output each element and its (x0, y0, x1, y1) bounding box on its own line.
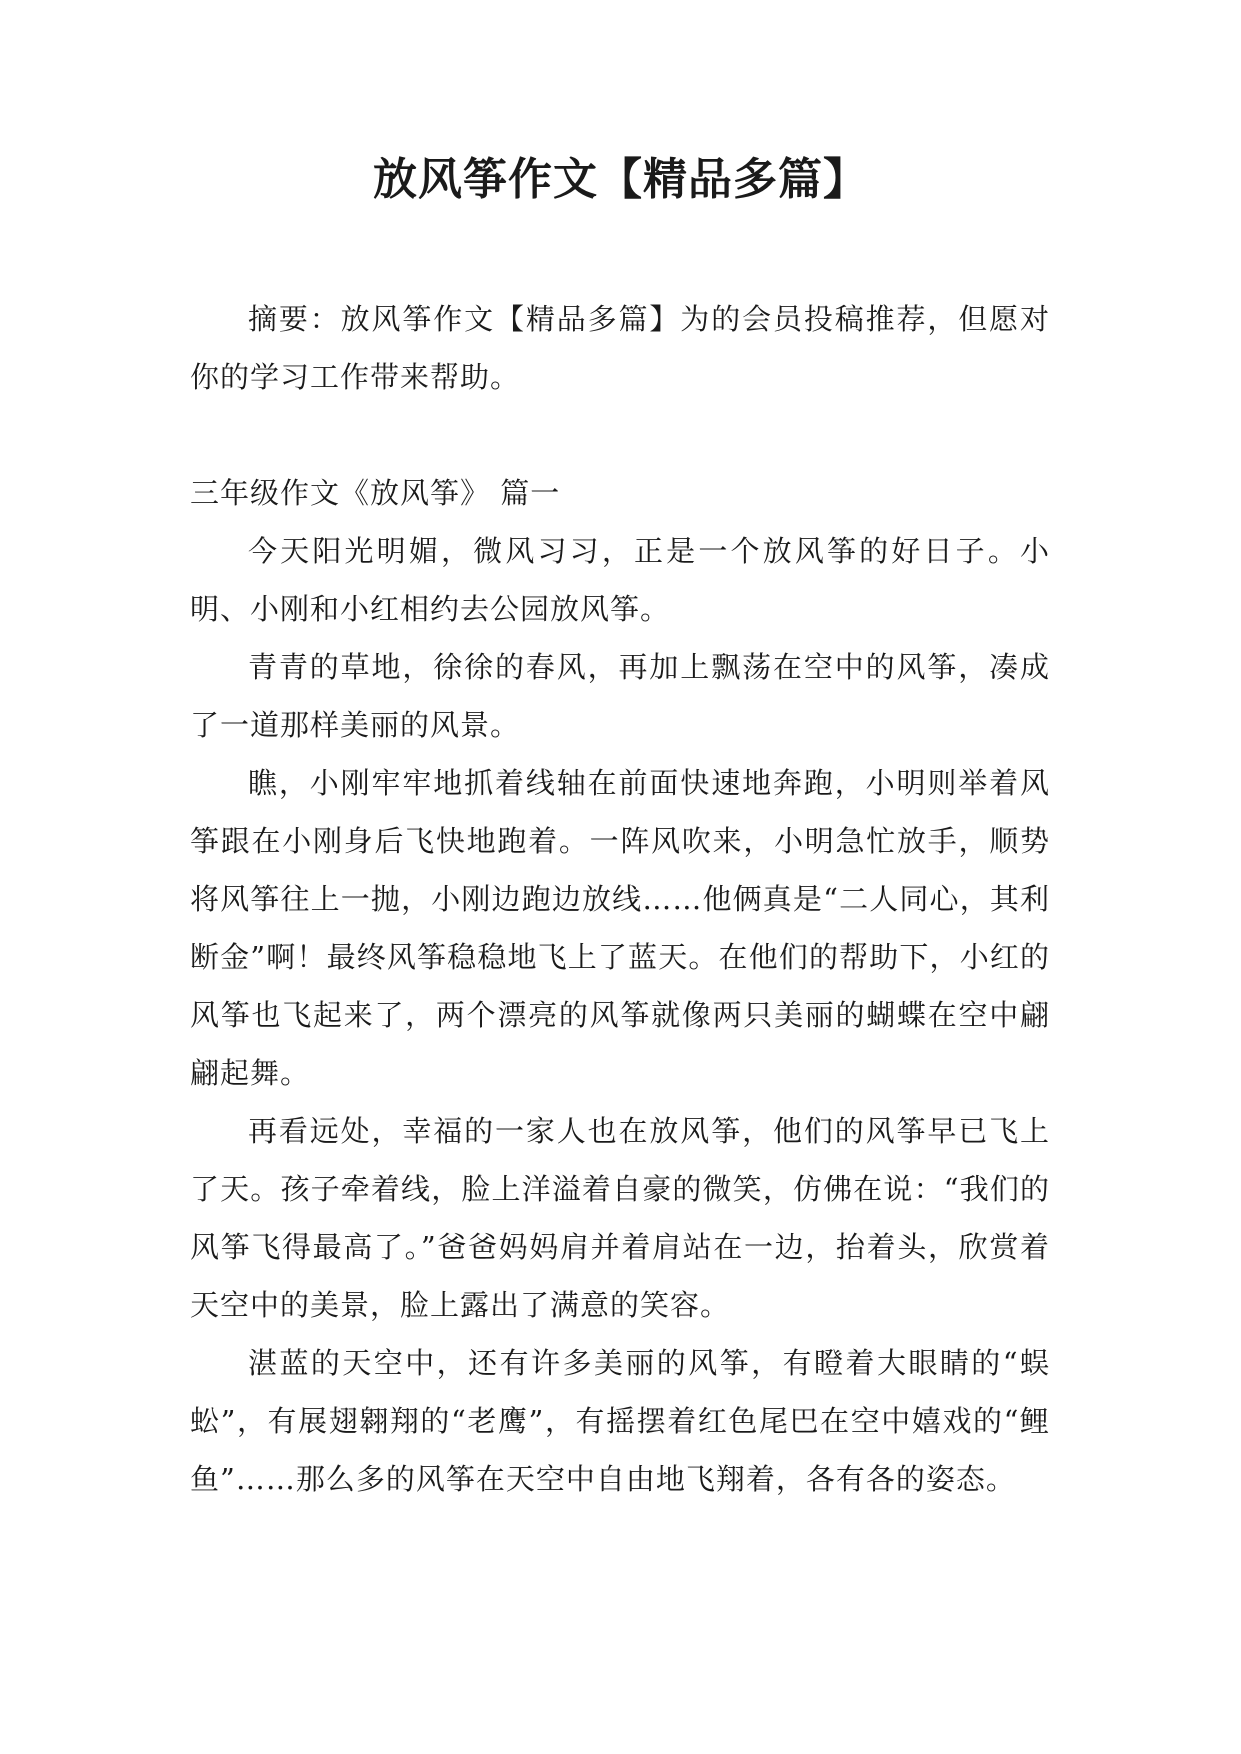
document-body (190, 290, 1050, 1508)
abstract-paragraph: 摘要：放风筝作文【精品多篇】为的会员投稿推荐，但愿对你的学习工作带来帮助。 (190, 302, 1050, 394)
body-paragraph: 瞧，小刚牢牢地抓着线轴在前面快速地奔跑，小明则举着风筝跟在小刚身后飞快地跑着。一阵风吹来，小明急忙放手，顺势将风筝往上一抛，小刚边跑边放线……他俩真是“二人同心，其利断金”啊！最终风筝稳稳地飞上了蓝天。在他们的帮助下，小红的风筝也飞起来了，两个漂亮的风筝就像两只美丽的蝴蝶在空中翩翩起舞。 (190, 766, 1050, 1090)
body-paragraph: 湛蓝的天空中，还有许多美丽的风筝，有瞪着大眼睛的“蜈蚣”，有展翅翱翔的“老鹰”，有摇摆着红色尾巴在空中嬉戏的“鲤鱼”……那么多的风筝在天空中自由地飞翔着，各有各的姿态。 (190, 1346, 1050, 1496)
body-paragraph: 再看远处，幸福的一家人也在放风筝，他们的风筝早已飞上了天。孩子牵着线，脸上洋溢着自豪的微笑，仿佛在说：“我们的风筝飞得最高了。”爸爸妈妈肩并着肩站在一边，抬着头，欣赏着天空中的美景，脸上露出了满意的笑容。 (190, 1114, 1050, 1322)
body-paragraph: 今天阳光明媚，微风习习，正是一个放风筝的好日子。小明、小刚和小红相约去公园放风筝。 (190, 534, 1050, 626)
document-title: 放风筝作文【精品多篇】 (373, 154, 868, 205)
body-paragraph: 青青的草地，徐徐的春风，再加上飘荡在空中的风筝，凑成了一道那样美丽的风景。 (190, 650, 1050, 742)
section-heading: 三年级作文《放风筝》 篇一 (190, 476, 561, 510)
